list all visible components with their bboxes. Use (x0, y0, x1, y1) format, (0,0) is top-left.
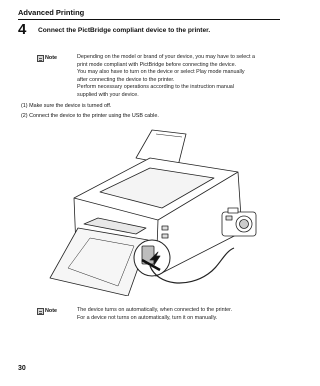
note-1-line: Perform necessary operations according to the instruction manual (77, 84, 235, 91)
note-1-label: Note (45, 55, 57, 61)
note-1-line: You may also have to turn on the device or select Play mode manually (77, 69, 245, 76)
note-2-line: The device turns on automatically, when connected to the printer. (77, 307, 233, 313)
note-2-text (77, 307, 232, 322)
substep-2: (2) Connect the device to the printer using the USB cable. (21, 113, 159, 119)
note-1-line: Depending on the model or brand of your device, you may have to select a (77, 54, 255, 60)
note-1-line: print mode compliant with PictBridge before connecting the device. (77, 61, 237, 68)
page-number: 30 (18, 365, 26, 372)
note-1-text (77, 54, 255, 100)
note-1-line: after connecting the device to the printer. (77, 76, 175, 83)
step-4 (18, 21, 282, 38)
printer-camera-illustration (38, 128, 278, 296)
step-instruction: Connect the PictBridge compliant device to the printer. (38, 27, 211, 34)
digital-camera-icon (222, 208, 256, 236)
notepad-icon (37, 308, 44, 315)
note-2-line: For a device not turns on automatically, turn it on manually. (77, 314, 218, 321)
note-2-label: Note (45, 308, 57, 314)
step-number: 4 (18, 21, 27, 38)
page-header: Advanced Printing (18, 8, 280, 20)
note-1-line: supplied with your device. (77, 91, 139, 98)
note-1-icon (37, 54, 57, 63)
output-tray (50, 228, 148, 296)
note-2-icon (37, 307, 57, 316)
notepad-icon (37, 55, 44, 62)
substep-1: (1) Make sure the device is turned off. (21, 103, 112, 109)
